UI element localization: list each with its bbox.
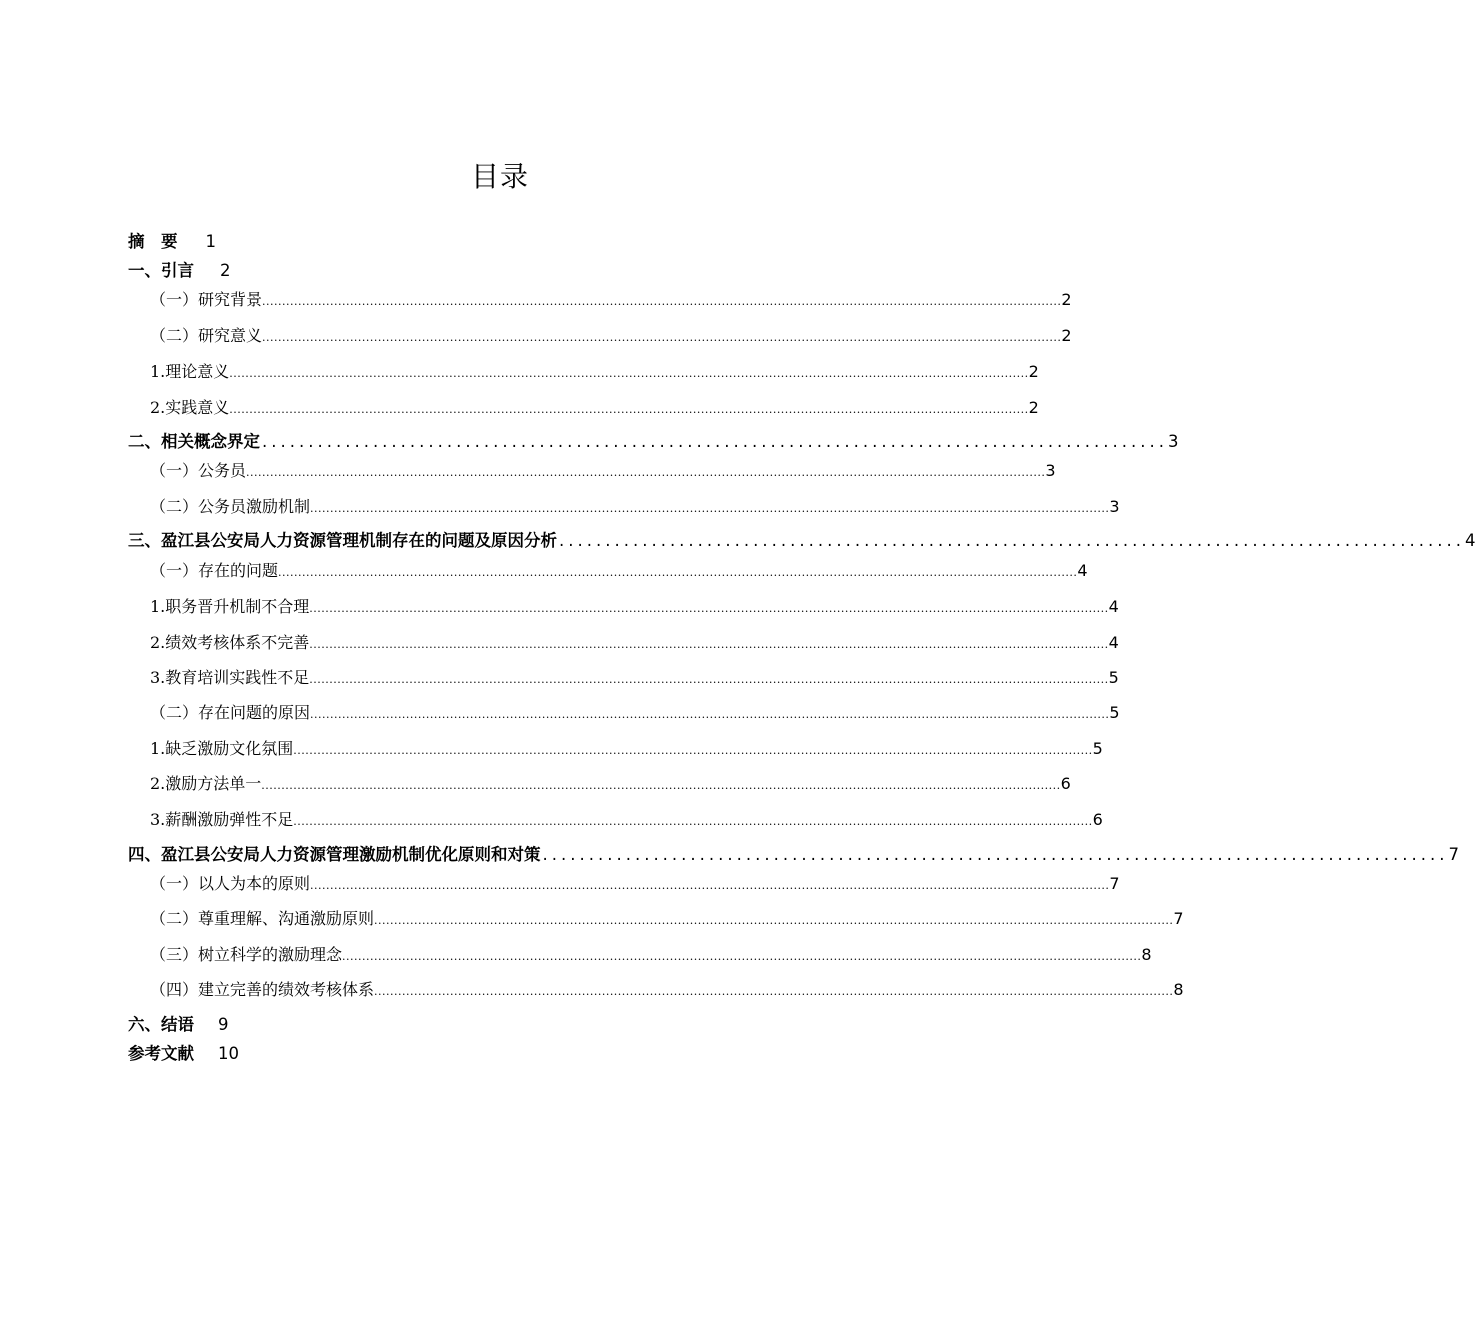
toc-leader-dots: ........................................................................................................................................................................................................ [309, 638, 1109, 651]
toc-page-number: 7 [1109, 874, 1120, 893]
toc-page-number: 2 [220, 261, 231, 280]
toc-leader-dots: ........................................................................................................................................................................................................ [262, 295, 1062, 308]
toc-leader-dots: ........................................................................................................................................................................................................ [374, 985, 1174, 998]
toc-label: 1.理论意义 [150, 362, 230, 381]
toc-label: 3.教育培训实践性不足 [150, 668, 310, 687]
toc-entry-section-2-1[interactable] [150, 458, 1056, 481]
toc-leader-dots: ........................................................................................................................................................................................................ [229, 367, 1029, 380]
toc-entry-section-1-2-1[interactable] [150, 359, 1039, 382]
toc-page-number: 7 [1448, 845, 1459, 864]
toc-entry-section-4-4[interactable] [150, 977, 1184, 1000]
toc-leader-dots: ........................................................................................................................................................................................................ [374, 914, 1174, 927]
toc-leader-dots: .................................................................................................. [559, 531, 1465, 550]
toc-entry-section-3-2[interactable] [150, 700, 1120, 723]
toc-page-number: 7 [1173, 909, 1184, 928]
toc-entry-conclusion[interactable] [128, 1011, 229, 1035]
toc-leader-dots: ........................................................................................................................................................................................................ [310, 879, 1110, 892]
toc-entry-section-4-1[interactable] [150, 871, 1120, 894]
toc-label: 参考文献 [128, 1044, 194, 1063]
toc-page-number: 4 [1108, 633, 1119, 652]
toc-label: 摘 要 [128, 232, 178, 251]
toc-page-number: 8 [1173, 980, 1184, 999]
toc-page-number: 1 [205, 232, 216, 251]
toc-leader-dots: ........................................................................................................................................................................................................ [342, 950, 1142, 963]
toc-entry-section-3-2-3[interactable] [150, 807, 1103, 830]
toc-label: （一）公务员 [150, 461, 247, 480]
toc-page-number: 8 [1141, 945, 1152, 964]
toc-page-number: 6 [1092, 810, 1103, 829]
toc-entry-section-4[interactable] [128, 841, 1459, 865]
toc-page-number: 3 [1109, 497, 1120, 516]
toc-page-number: 2 [1028, 362, 1039, 381]
page-title: 目录 [470, 160, 529, 193]
toc-entry-section-4-3[interactable] [150, 942, 1152, 965]
toc-page-number: 10 [218, 1044, 239, 1063]
toc-leader-dots: .................................................................................................. [262, 432, 1168, 451]
toc-leader-dots: ........................................................................................................................................................................................................ [293, 815, 1093, 828]
toc-leader-dots: .................................................................................................. [542, 845, 1449, 864]
toc-leader-dots: ........................................................................................................................................................................................................ [278, 566, 1078, 579]
toc-page-number: 4 [1077, 561, 1088, 580]
toc-entry-section-3[interactable] [128, 527, 1476, 551]
toc-label: 四、盈江县公安局人力资源管理激励机制优化原则和对策 [128, 845, 541, 864]
toc-entry-section-1-2-2[interactable] [150, 395, 1039, 418]
toc-page-number: 2 [1028, 398, 1039, 417]
toc-leader-dots: ........................................................................................................................................................................................................ [229, 403, 1029, 416]
toc-entry-abstract[interactable] [128, 228, 216, 252]
toc-entry-section-3-1-2[interactable] [150, 630, 1119, 653]
toc-label: 2.激励方法单一 [150, 774, 262, 793]
toc-page-number: 5 [1108, 668, 1119, 687]
toc-leader-dots: ........................................................................................................................................................................................................ [310, 708, 1110, 721]
toc-label: 1.缺乏激励文化氛围 [150, 739, 294, 758]
toc-label: 二、相关概念界定 [128, 432, 260, 451]
toc-page-number: 3 [1045, 461, 1056, 480]
toc-label: 1.职务晋升机制不合理 [150, 597, 310, 616]
toc-page-number: 4 [1108, 597, 1119, 616]
toc-page-number: 6 [1060, 774, 1071, 793]
toc-page-number: 2 [1061, 290, 1072, 309]
toc-entry-section-3-2-1[interactable] [150, 736, 1103, 759]
toc-label: （一）研究背景 [150, 290, 263, 309]
toc-entry-section-3-1-1[interactable] [150, 594, 1119, 617]
toc-page-number: 4 [1465, 531, 1476, 550]
toc-entry-section-1[interactable] [128, 257, 231, 281]
toc-label: （一）以人为本的原则 [150, 874, 311, 893]
toc-label: 三、盈江县公安局人力资源管理机制存在的问题及原因分析 [128, 531, 557, 550]
toc-page-number: 9 [218, 1015, 229, 1034]
toc-leader-dots: ........................................................................................................................................................................................................ [309, 673, 1109, 686]
toc-label: （二）公务员激励机制 [150, 497, 311, 516]
toc-label: （二）尊重理解、沟通激励原则 [150, 909, 375, 928]
toc-entry-section-3-1-3[interactable] [150, 665, 1119, 688]
toc-page-number: 5 [1092, 739, 1103, 758]
toc-label: 2.绩效考核体系不完善 [150, 633, 310, 652]
toc-page-number: 2 [1061, 326, 1072, 345]
toc-entry-section-2-2[interactable] [150, 494, 1120, 517]
toc-leader-dots: ........................................................................................................................................................................................................ [261, 779, 1061, 792]
toc-entry-section-3-1[interactable] [150, 558, 1088, 581]
toc-label: （四）建立完善的绩效考核体系 [150, 980, 375, 999]
toc-entry-references[interactable] [128, 1040, 239, 1064]
toc-entry-section-2[interactable] [128, 428, 1179, 452]
toc-label: 3.薪酬激励弹性不足 [150, 810, 294, 829]
toc-page-number: 5 [1109, 703, 1120, 722]
toc-label: （一）存在的问题 [150, 561, 279, 580]
toc-entry-section-1-2[interactable] [150, 323, 1072, 346]
toc-label: 一、引言 [128, 261, 194, 280]
toc-label: 2.实践意义 [150, 398, 230, 417]
toc-leader-dots: ........................................................................................................................................................................................................ [246, 466, 1046, 479]
toc-leader-dots: ........................................................................................................................................................................................................ [309, 602, 1109, 615]
toc-entry-section-4-2[interactable] [150, 906, 1184, 929]
toc-entry-section-3-2-2[interactable] [150, 771, 1071, 794]
toc-leader-dots: ........................................................................................................................................................................................................ [310, 502, 1110, 515]
toc-label: （二）研究意义 [150, 326, 263, 345]
toc-label: （三）树立科学的激励理念 [150, 945, 343, 964]
toc-leader-dots: ........................................................................................................................................................................................................ [262, 331, 1062, 344]
toc-entry-section-1-1[interactable] [150, 287, 1072, 310]
toc-label: （二）存在问题的原因 [150, 703, 311, 722]
toc-label: 六、结语 [128, 1015, 194, 1034]
toc-page-number: 3 [1168, 432, 1179, 451]
toc-leader-dots: ........................................................................................................................................................................................................ [293, 744, 1093, 757]
